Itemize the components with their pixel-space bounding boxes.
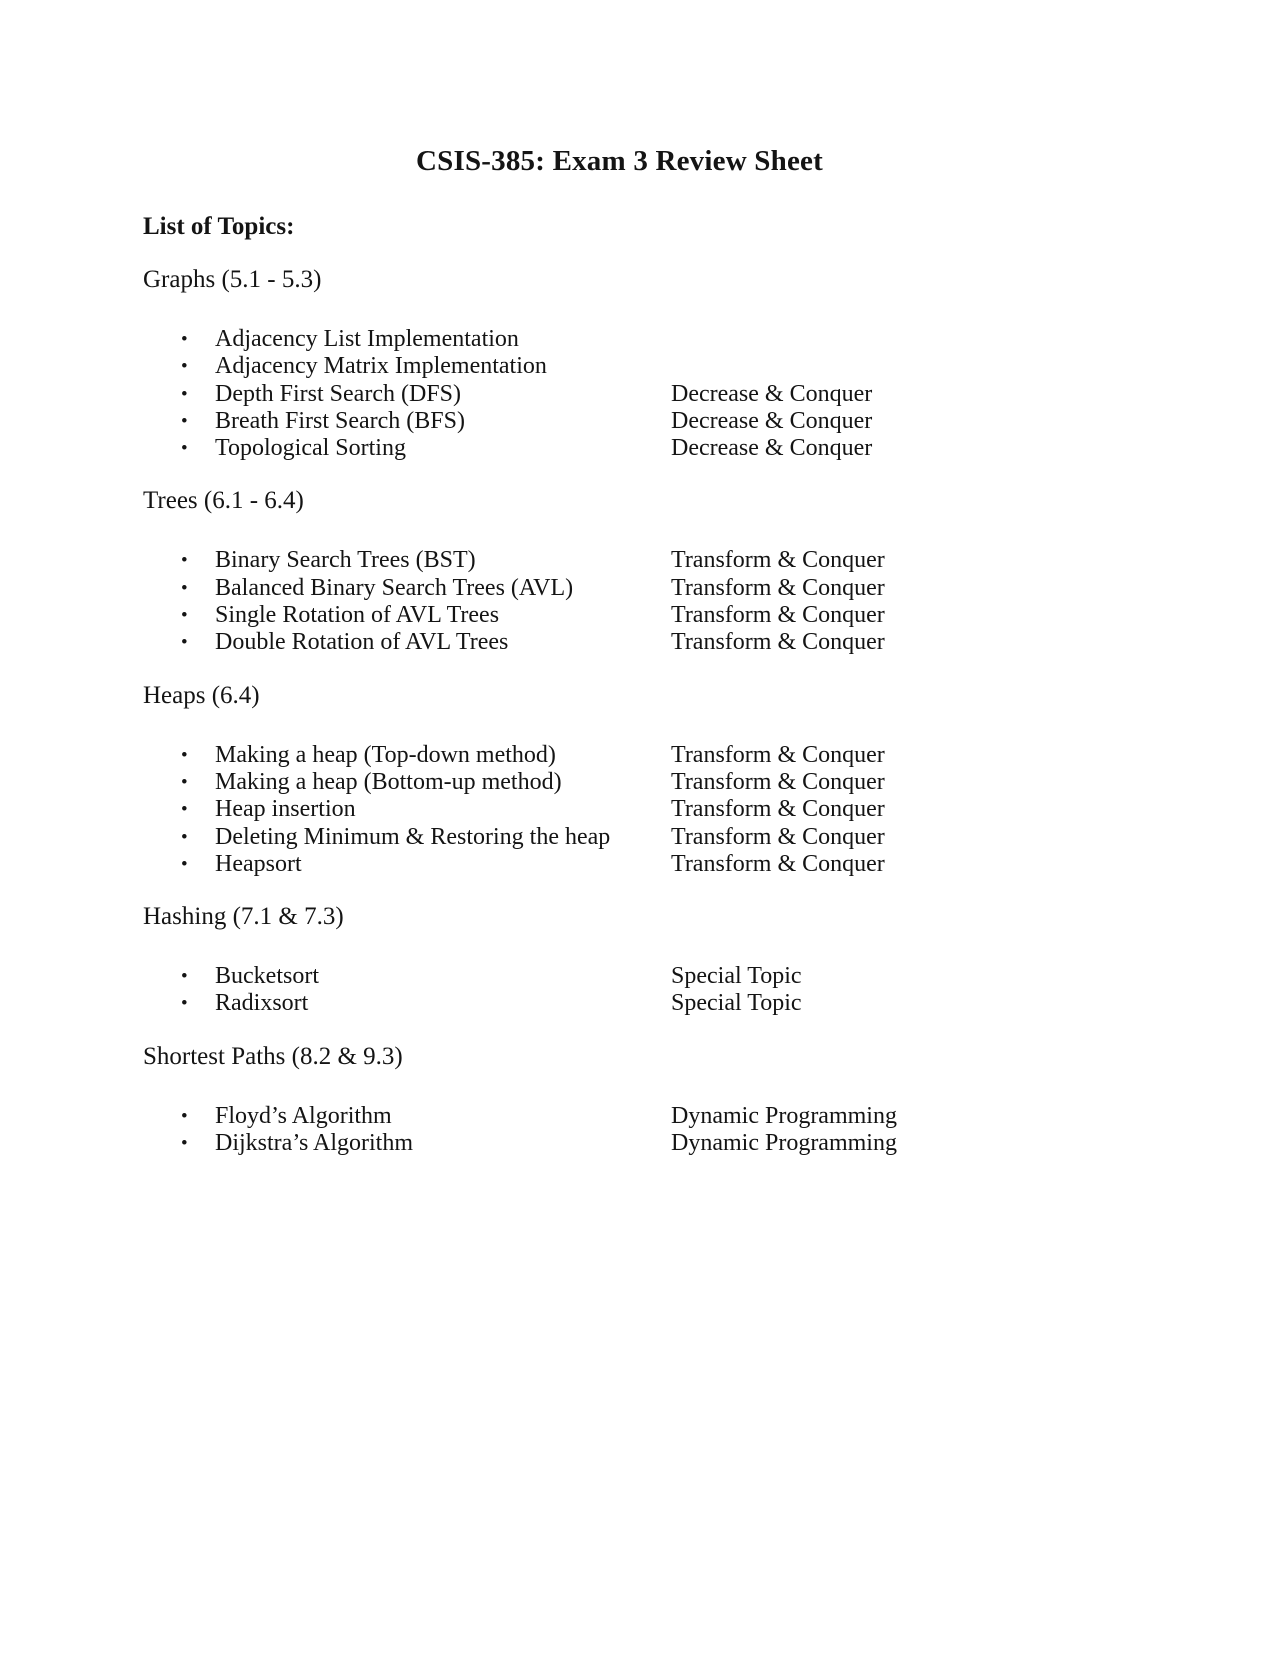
technique-label: Decrease & Conquer (671, 380, 873, 407)
topic-row (143, 629, 1140, 656)
bullet-icon: • (181, 356, 188, 378)
bullet-icon: • (181, 438, 188, 460)
topic-label: Topological Sorting (215, 435, 406, 462)
topic-row (143, 769, 1140, 796)
topic-label: Depth First Search (DFS) (215, 380, 461, 407)
topic-label: Breath First Search (BFS) (215, 407, 465, 434)
technique-label: Transform & Conquer (671, 574, 885, 601)
topic-label: Radixsort (215, 990, 309, 1017)
bullet-icon: • (181, 329, 188, 350)
bullet-icon: • (181, 744, 188, 766)
topic-label: Balanced Binary Search Trees (AVL) (215, 574, 574, 601)
topic-row (143, 353, 1140, 380)
technique-label: Decrease & Conquer (671, 435, 873, 462)
topic-row (143, 602, 1140, 629)
topic-row (143, 990, 1140, 1017)
topic-row (143, 742, 1140, 769)
topic-label: Double Rotation of AVL Trees (215, 629, 509, 656)
topic-list (143, 326, 1140, 462)
technique-label: Transform & Conquer (671, 602, 885, 629)
topic-row (143, 575, 1140, 602)
technique-label: Dynamic Programming (671, 1130, 897, 1157)
topic-label: Bucketsort (215, 963, 319, 990)
topic-row (143, 547, 1140, 574)
topic-row (143, 408, 1140, 435)
topic-row (143, 963, 1140, 990)
bullet-icon: • (181, 1133, 188, 1155)
technique-label: Transform & Conquer (671, 796, 885, 823)
topic-row (143, 1130, 1140, 1157)
section-heading: Graphs (5.1 - 5.3) (143, 266, 322, 293)
technique-label: Transform & Conquer (671, 823, 885, 850)
technique-label: Transform & Conquer (671, 629, 885, 656)
technique-label: Decrease & Conquer (671, 407, 873, 434)
bullet-icon: • (181, 966, 188, 988)
technique-label: Transform & Conquer (671, 547, 885, 574)
section-heading: Shortest Paths (8.2 & 9.3) (143, 1042, 403, 1070)
bullet-icon: • (181, 993, 188, 1015)
document-title: CSIS-385: Exam 3 Review Sheet (416, 145, 823, 177)
topic-label: Heapsort (215, 850, 302, 877)
topic-row (143, 435, 1140, 462)
topic-label: Binary Search Trees (BST) (215, 547, 476, 574)
topic-label: Floyd’s Algorithm (215, 1102, 392, 1129)
bullet-icon: • (181, 577, 188, 599)
bullet-icon: • (181, 383, 188, 405)
topic-label: Making a heap (Bottom-up method) (215, 768, 562, 795)
technique-label: Special Topic (671, 963, 802, 990)
bullet-icon: • (181, 826, 188, 848)
bullet-icon: • (181, 1105, 188, 1127)
topic-sections (143, 266, 1140, 1157)
technique-label: Transform & Conquer (671, 741, 885, 768)
topic-row (143, 796, 1140, 823)
bullet-icon: • (181, 605, 188, 627)
bullet-icon: • (181, 550, 188, 572)
topic-label: Adjacency List Implementation (215, 326, 519, 352)
bullet-icon: • (181, 632, 188, 654)
topic-list (143, 1103, 1140, 1158)
section-heading: Hashing (7.1 & 7.3) (143, 903, 344, 931)
topic-list (143, 963, 1140, 1018)
bullet-icon: • (181, 853, 188, 875)
topic-label: Deleting Minimum & Restoring the heap (215, 823, 611, 850)
bullet-icon: • (181, 410, 188, 432)
topic-label: Dijkstra’s Algorithm (215, 1130, 413, 1157)
topic-label: Making a heap (Top-down method) (215, 741, 556, 768)
technique-label: Transform & Conquer (671, 768, 885, 795)
list-of-topics-heading: List of Topics: (143, 213, 295, 240)
topic-row (143, 851, 1140, 878)
section-heading: Trees (6.1 - 6.4) (143, 487, 304, 515)
technique-label: Special Topic (671, 990, 802, 1017)
topic-label: Heap insertion (215, 796, 356, 823)
topic-label: Adjacency Matrix Implementation (215, 353, 547, 380)
bullet-icon: • (181, 799, 188, 821)
technique-label: Dynamic Programming (671, 1102, 897, 1129)
topic-label: Single Rotation of AVL Trees (215, 602, 500, 629)
topic-list (143, 547, 1140, 656)
topic-list (143, 742, 1140, 878)
section-heading: Heaps (6.4) (143, 681, 260, 709)
bullet-icon: • (181, 771, 188, 793)
topic-row (143, 824, 1140, 851)
technique-label: Transform & Conquer (671, 850, 885, 877)
topic-row (143, 381, 1140, 408)
topic-row (143, 326, 1140, 353)
topic-row (143, 1103, 1140, 1130)
